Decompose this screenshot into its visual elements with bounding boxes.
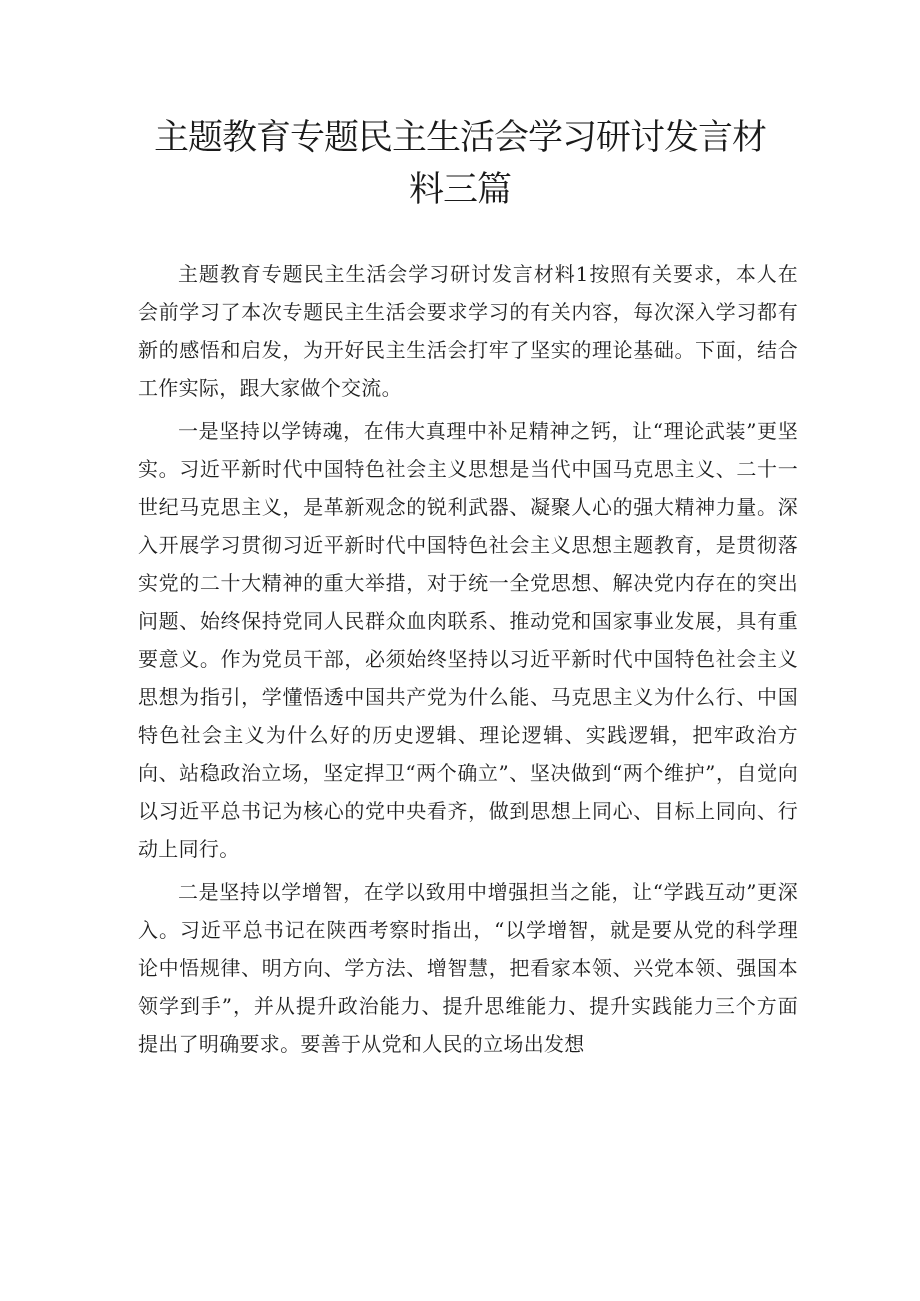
paragraph-point-two: 二是坚持以学增智，在学以致用中增强担当之能，让“学践互动”更深入。习近平总书记在陕西考察时指出，“以学增智，就是要从党的科学理论中悟规律、明方向、学方法、增智慧，把看家本领、兴党本领、强国本领学到手”，并从提升政治能力、提升思维能力、提升实践能力三个方面提出了明确要求。要善于从党和人民的立场出发想 bbox=[138, 880, 798, 1056]
title-line-1: 主题教育专题民主生活会学习研讨发言材 bbox=[153, 118, 766, 158]
document-title bbox=[120, 112, 800, 216]
title-line-2: 料三篇 bbox=[408, 170, 511, 210]
document-body bbox=[138, 255, 798, 1063]
paragraph-intro: 主题教育专题民主生活会学习研讨发言材料1按照有关要求，本人在会前学习了本次专题民主生活会要求学习的有关内容，每次深入学习都有新的感悟和启发，为开好民主生活会打牢了坚实的理论基础。下面，结合工作实际，跟大家做个交流。 bbox=[138, 262, 798, 400]
paragraph-point-one: 一是坚持以学铸魂，在伟大真理中补足精神之钙，让“理论武装”更坚实。习近平新时代中国特色社会主义思想是当代中国马克思主义、二十一世纪马克思主义，是革新观念的锐利武器、凝聚人心的强大精神力量。深入开展学习贯彻习近平新时代中国特色社会主义思想主题教育，是贯彻落实党的二十大精神的重大举措，对于统一全党思想、解决党内存在的突出问题、始终保持党同人民群众血肉联系、推动党和国家事业发展，具有重要意义。作为党员干部，必须始终坚持以习近平新时代中国特色社会主义思想为指引，学懂悟透中国共产党为什么能、马克思主义为什么行、中国特色社会主义为什么好的历史逻辑、理论逻辑、实践逻辑，把牢政治方向、站稳政治立场，坚定捍卫“两个确立”、坚决做到“两个维护”，自觉向以习近平总书记为核心的党中央看齐，做到思想上同心、目标上同向、行动上同行。 bbox=[138, 419, 798, 861]
